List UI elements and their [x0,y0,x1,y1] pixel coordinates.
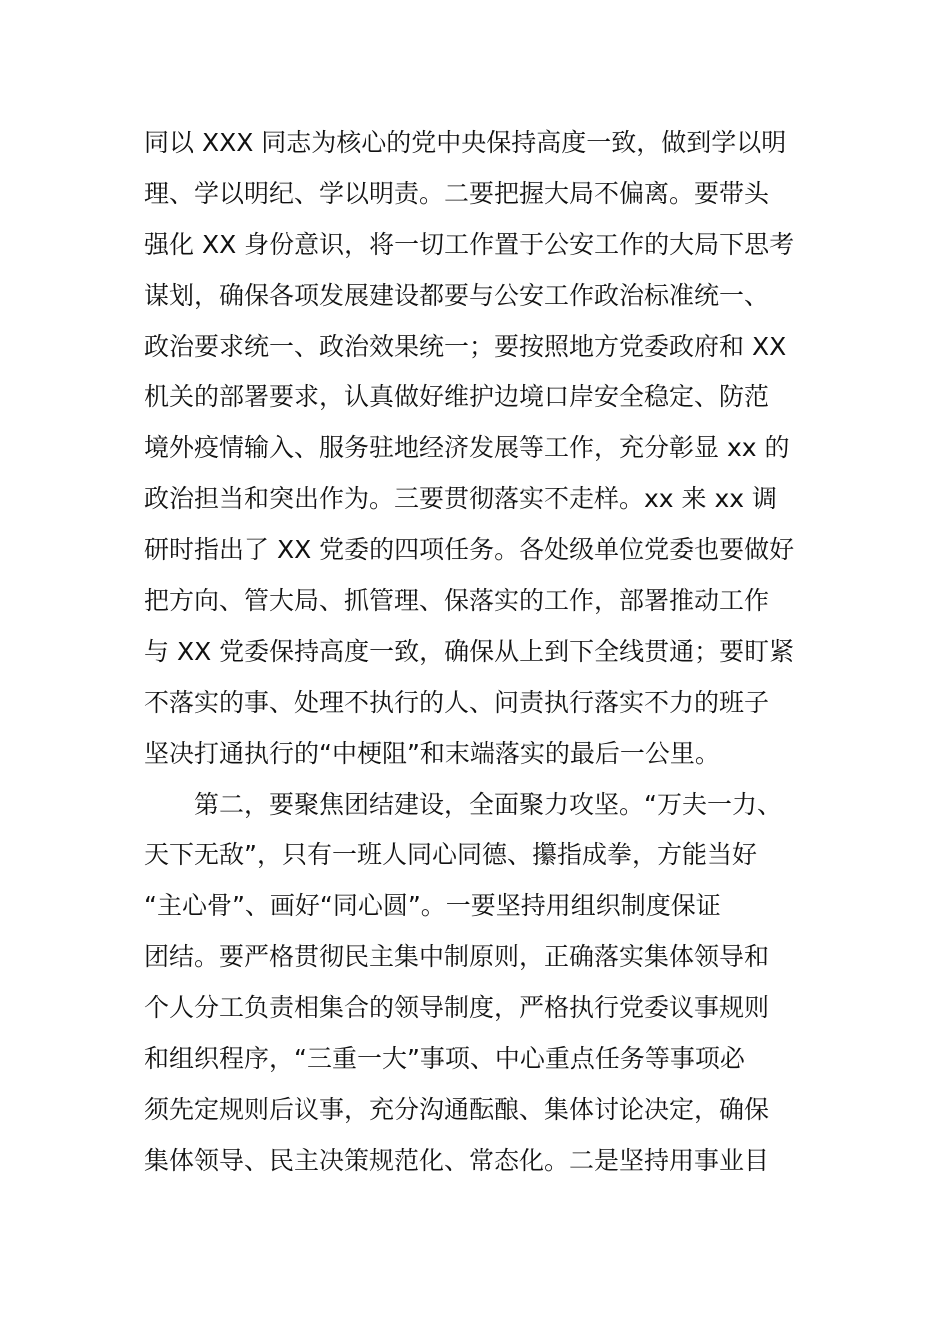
text-line: 个人分工负责相集合的领导制度，严格执行党委议事规则 [144,993,770,1023]
text-line: 须先定规则后议事，充分沟通酝酿、集体讨论决定，确保 [144,1094,770,1124]
text-line: 不落实的事、处理不执行的人、问责执行落实不力的班子 [144,687,770,717]
text-line: 天下无敌”，只有一班人同心同德、攥指成拳，方能当好 [144,840,757,870]
text-line: 集体领导、民主决策规范化、常态化。二是坚持用事业目 [144,1145,770,1175]
text-line: 同以 XXX 同志为核心的党中央保持高度一致，做到学以明 [144,128,787,157]
text-line: 研时指出了 XX 党委的四项任务。各处级单位党委也要做好 [144,535,795,565]
text-line: 坚决打通执行的“中梗阻”和末端落实的最后一公里。 [144,738,720,768]
text-line: 与 XX 党委保持高度一致，确保从上到下全线贯通；要盯紧 [144,636,795,666]
text-line: 和组织程序，“三重一大”事项、中心重点任务等事项必 [144,1044,745,1074]
text-line: 政治要求统一、政治效果统一；要按照地方党委政府和 XX [144,331,787,361]
text-line: 把方向、管大局、抓管理、保落实的工作，部署推动工作 [144,586,770,616]
text-line: 谋划，确保各项发展建设都要与公安工作政治标准统一、 [144,280,770,310]
text-line: 境外疫情输入、服务驻地经济发展等工作，充分彰显 xx 的 [144,433,790,463]
text-line: 第二，要聚焦团结建设，全面聚力攻坚。“万夫一力、 [194,789,782,819]
text-line: “主心骨”、画好“同心圆”。一要坚持用组织制度保证 [144,891,721,921]
text-line: 政治担当和突出作为。三要贯彻落实不走样。xx 来 xx 调 [144,484,778,514]
text-line: 机关的部署要求，认真做好维护边境口岸安全稳定、防范 [144,382,770,412]
text-line: 团结。要严格贯彻民主集中制原则，正确落实集体领导和 [144,942,770,972]
text-line: 理、学以明纪、学以明责。二要把握大局不偏离。要带头 [144,178,770,208]
body-text [144,118,824,1187]
text-line: 强化 XX 身份意识，将一切工作置于公安工作的大局下思考 [144,229,795,259]
